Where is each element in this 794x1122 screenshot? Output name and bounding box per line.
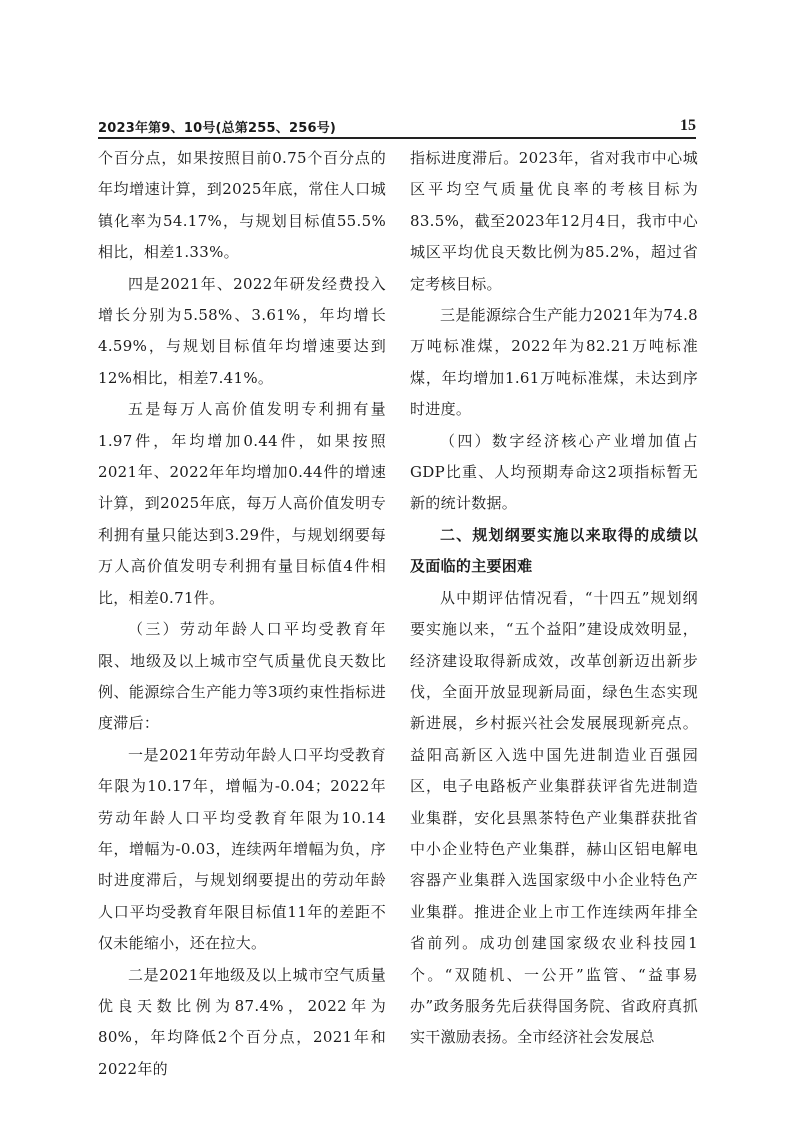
section-heading: 二、规划纲要实施以来取得的成绩以及面临的主要困难 xyxy=(410,525,698,576)
paragraph: （四）数字经济核心产业增加值占GDP比重、人均预期寿命这2项指标暂无新的统计数据。 xyxy=(410,431,698,513)
paragraph: 从中期评估情况看，“十四五”规划纲要实施以来，“五个益阳”建设成效明显，经济建设取得新成效，改革创新迈出新步伐，全面开放显现新局面，绿色生态实现新进展，乡村振兴社会发展展现新亮点。益阳高新区入选中国先进制造业百强园区，电子电路板产业集群获评省先进制造业集群，安化县黑茶特色产业集群获批省中小企业特色产业集群，赫山区铝电解电容器产业集群入选国家级中小企业特色产业集群。推进企业上市工作连续两年排全省前列。成功创建国家级农业科技园1个。“双随机、一公开”监管、“益事易办”政务服务先后获得国务院、省政府真抓实干激励表扬。全市经济社会发展总 xyxy=(410,588,698,1047)
header-rule xyxy=(98,137,696,139)
paragraph: 三是能源综合生产能力2021年为74.8万吨标准煤，2022年为82.21万吨标准煤，年均增加1.61万吨标准煤，未达到序时进度。 xyxy=(410,306,698,419)
page-number: 15 xyxy=(680,117,696,134)
paragraph: 五是每万人高价值发明专利拥有量1.97件，年均增加0.44件，如果按照2021年、2022年年均增加0.44件的增速计算，到2025年底，每万人高价值发明专利拥有量只能达到3.29件，与规划纲要每万人高价值发明专利拥有量目标值4件相比，相差0.71件。 xyxy=(98,400,386,607)
right-column xyxy=(410,143,698,1054)
issue-label: 2023年第9、10号(总第255、256号) xyxy=(98,121,337,136)
paragraph: 四是2021年、2022年研发经费投入增长分别为5.58%、3.61%，年均增长4.59%，与规划目标值年均增速要达到12%相比，相差7.41%。 xyxy=(98,274,386,387)
paragraph: 二是2021年地级及以上城市空气质量优良天数比例为87.4%，2022年为80%，年均降低2个百分点，2021年和2022年的 xyxy=(98,965,386,1078)
running-header xyxy=(98,117,696,139)
paragraph: 一是2021年劳动年龄人口平均受教育年限为10.17年，增幅为-0.04；2022年劳动年龄人口平均受教育年限为10.14年，增幅为-0.03，连续两年增幅为负，序时进度滞后，与规划纲要提出的劳动年龄人口平均受教育年限目标值11年的差距不仅未能缩小，还在拉大。 xyxy=(98,745,386,953)
paragraph: 个百分点，如果按照目前0.75个百分点的年均增速计算，到2025年底，常住人口城镇化率为54.17%，与规划目标值55.5%相比，相差1.33%。 xyxy=(98,149,386,262)
paragraph: 指标进度滞后。2023年，省对我市中心城区平均空气质量优良率的考核目标为83.5%，截至2023年12月4日，我市中心城区平均优良天数比例为85.2%，超过省定考核目标。 xyxy=(410,149,698,293)
left-column xyxy=(98,143,386,1085)
paragraph: （三）劳动年龄人口平均受教育年限、地级及以上城市空气质量优良天数比例、能源综合生产能力等3项约束性指标进度滞后： xyxy=(98,620,386,733)
